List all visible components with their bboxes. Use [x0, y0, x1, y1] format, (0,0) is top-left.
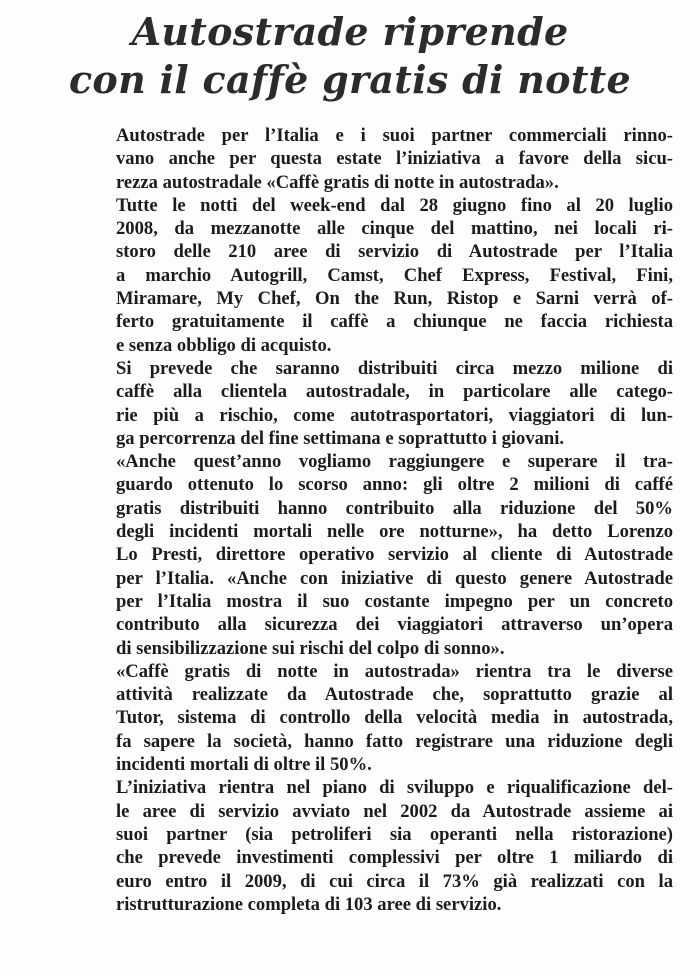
- text-line: vano anche per questa estate l’iniziativa a favore della sicu-: [116, 148, 673, 170]
- text-line: Tutte le notti del week-end dal 28 giugno fino al 20 luglio: [116, 194, 673, 216]
- text-line: le aree di servizio avviato nel 2002 da Autostrade assieme ai: [116, 800, 673, 822]
- text-line: ristrutturazione completa di 103 aree di servizio.: [116, 893, 502, 915]
- text-line: euro entro il 2009, di cui circa il 73% già realizzati con la: [116, 870, 673, 892]
- text-line: gratis distribuiti hanno contribuito alla riduzione del 50%: [116, 497, 673, 519]
- text-line: a marchio Autogrill, Camst, Chef Express, Festival, Fini,: [116, 264, 673, 286]
- headline-line: con il caffè gratis di notte: [68, 57, 632, 102]
- text-line: Lo Presti, direttore operativo servizio al cliente di Autostrade: [116, 544, 673, 566]
- text-line: L’iniziativa rientra nel piano di sviluppo e riqualificazione del-: [116, 777, 673, 799]
- text-line: storo delle 210 aree di servizio di Autostrade per l’Italia: [116, 241, 673, 263]
- text-line: per l’Italia mostra il suo costante impegno per un concreto: [116, 590, 673, 612]
- text-line: ferto gratuitamente il caffè a chiunque ne faccia richiesta: [116, 311, 673, 333]
- text-line: che prevede investimenti complessivi per oltre 1 miliardo di: [116, 847, 673, 869]
- paragraph-intro: [116, 124, 673, 194]
- text-line: suoi partner (sia petroliferi sia operanti nella ristorazione): [116, 823, 673, 845]
- text-line: Autostrade per l’Italia e i suoi partner commerciali rinno-: [116, 125, 673, 146]
- text-line: ga percorrenza del fine settimana e soprattutto i giovani.: [116, 427, 565, 449]
- paragraph-forecast: [116, 357, 673, 450]
- text-line: incidenti mortali di oltre il 50%.: [116, 754, 372, 776]
- text-line: contributo alla sicurezza dei viaggiatori attraverso un’opera: [116, 614, 673, 636]
- text-line: fa sapere la società, hanno fatto registrare una riduzione degli: [116, 730, 673, 752]
- text-line: rezza autostradale «Caffè gratis di notte in autostrada».: [116, 171, 559, 193]
- headline: [40, 8, 660, 104]
- text-line: di sensibilizzazione sui rischi del colpo di sonno».: [116, 637, 505, 659]
- text-line: guardo ottenuto lo scorso anno: gli oltre 2 milioni di caffé: [116, 474, 673, 496]
- paragraph-dates: [116, 194, 673, 357]
- text-line: Si prevede che saranno distribuiti circa mezzo milione di: [116, 357, 673, 379]
- text-line: Miramare, My Chef, On the Run, Ristop e Sarni verrà of-: [116, 288, 673, 310]
- paragraph-investments: [116, 776, 673, 916]
- text-line: Tutor, sistema di controllo della velocità media in autostrada,: [116, 707, 673, 729]
- paragraph-quote: [116, 450, 673, 660]
- text-line: «Anche quest’anno vogliamo raggiungere e superare il tra-: [116, 451, 673, 473]
- text-line: e senza obbligo di acquisto.: [116, 334, 332, 356]
- text-line: caffè alla clientela autostradale, in particolare alle catego-: [116, 381, 673, 403]
- headline-line: Autostrade riprende: [131, 9, 569, 54]
- text-line: degli incidenti mortali nelle ore notturne», ha detto Lorenzo: [116, 521, 673, 543]
- text-line: per l’Italia. «Anche con iniziative di questo genere Autostrade: [116, 567, 673, 589]
- paragraph-tutor: [116, 660, 673, 776]
- text-line: rie più a rischio, come autotrasportatori, viaggiatori di lun-: [116, 404, 673, 426]
- text-line: 2008, da mezzanotte alle cinque del mattino, nei locali ri-: [116, 218, 673, 240]
- article-body: [116, 124, 673, 916]
- text-line: «Caffè gratis di notte in autostrada» rientra tra le diverse: [116, 660, 673, 682]
- text-line: attività realizzate da Autostrade che, soprattutto grazie al: [116, 684, 673, 706]
